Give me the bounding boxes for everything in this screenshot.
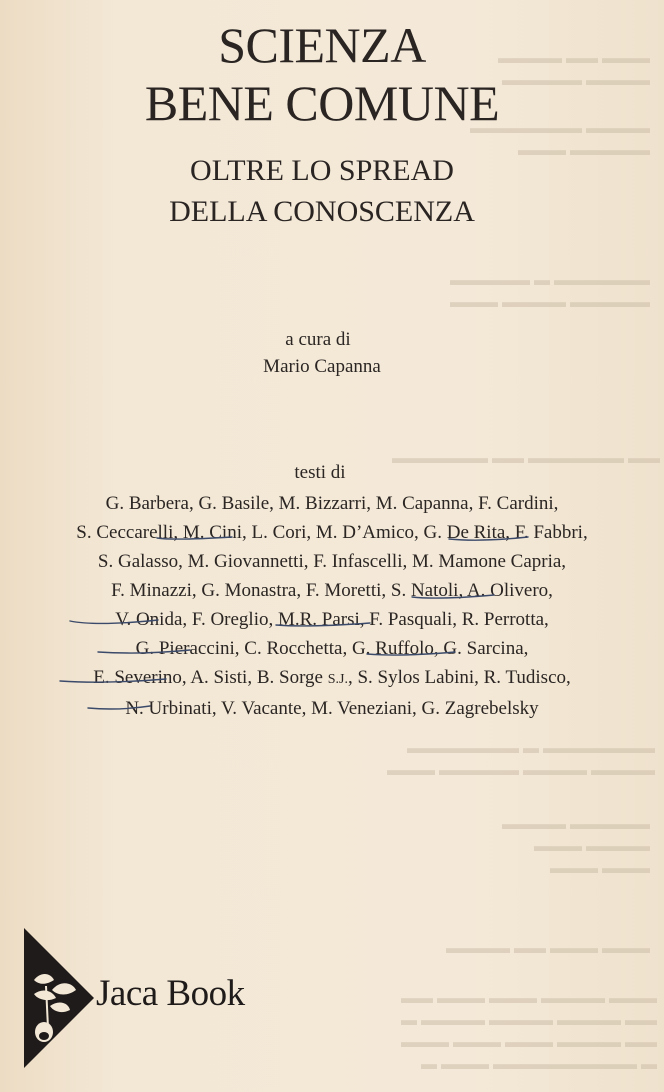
author-line: G. Pieraccini, C. Rocchetta, G. Ruffolo, G. Sarcina,: [135, 638, 529, 659]
author-line: S. Galasso, M. Giovannetti, F. Infascelli, M. Mamone Capria,: [97, 551, 567, 572]
author-line: S. Ceccarelli, M. Cini, L. Cori, M. D’Amico, G. De Rita, F. Fabbri,: [76, 522, 588, 543]
book-subtitle-line-2: DELLA CONOSCENZA: [169, 195, 475, 228]
author-line: N. Urbinati, V. Vacante, M. Veneziani, G. Zagrebelsky: [125, 698, 539, 719]
editor-label: a cura di: [285, 329, 351, 350]
jaca-book-logo-icon: [22, 928, 96, 1068]
show-through-text: ▬▬▬ ▬▬▬▬ ▬▬▬ ▬▬▬ ▬▬ ▬▬ ▬▬▬▬ ▬▬▬▬ ▬▬▬▬ ▬ ▬▬ ▬▬▬▬ ▬▬▬ ▬▬▬ ▬▬▬ ▬ ▬▬▬▬▬▬▬▬▬ ▬▬▬ ▬: [401, 990, 657, 1073]
author-list: [0, 489, 664, 723]
author-line: [0, 663, 664, 694]
author-segment: E. Severino, A. Sisti, B. Sorge: [93, 667, 323, 688]
show-through-text: ▬▬▬▬▬ ▬▬▬▬ ▬▬▬▬ ▬▬▬ ▬▬▬ ▬▬▬: [502, 816, 650, 877]
show-through-text: ▬▬▬ ▬▬ ▬▬▬▬ ▬▬▬▬ ▬▬▬▬▬: [498, 50, 650, 89]
book-title-line-2: BENE COMUNE: [144, 75, 500, 131]
author-segment: , S. Sylos Labini, R. Tudisco,: [347, 667, 571, 688]
show-through-text: ▬▬ ▬▬▬▬▬▬ ▬▬ ▬▬▬▬▬▬: [392, 450, 660, 467]
show-through-text: ▬▬▬▬▬▬▬ ▬ ▬▬▬▬▬▬▬ ▬▬▬▬ ▬▬▬▬ ▬▬▬▬▬ ▬▬▬: [387, 740, 655, 779]
editor-name: Mario Capanna: [263, 356, 381, 377]
texts-by-label: testi di: [294, 462, 346, 483]
author-line: F. Minazzi, G. Monastra, F. Moretti, S. Natoli, A. Olivero,: [111, 580, 553, 601]
book-title-line-1: SCIENZA: [218, 17, 426, 73]
show-through-text: ▬▬▬▬▬▬ ▬ ▬▬▬▬▬ ▬▬▬▬▬ ▬▬▬▬ ▬▬▬: [450, 272, 650, 311]
show-through-text: ▬▬▬ ▬▬▬ ▬▬ ▬▬▬▬: [446, 940, 650, 957]
author-suffix: S.J.: [327, 672, 348, 687]
show-through-text: ▬▬▬▬ ▬▬▬▬▬▬▬ ▬▬▬▬▬ ▬▬▬: [470, 120, 650, 159]
author-line: V. Onida, F. Oreglio, M.R. Parsi, F. Pasquali, R. Perrotta,: [115, 609, 549, 630]
publisher-logo: [22, 928, 262, 1068]
author-line: G. Barbera, G. Basile, M. Bizzarri, M. Capanna, F. Cardini,: [105, 493, 559, 514]
publisher-name: Jaca Book: [96, 973, 245, 1014]
book-subtitle-line-1: OLTRE LO SPREAD: [190, 154, 454, 187]
